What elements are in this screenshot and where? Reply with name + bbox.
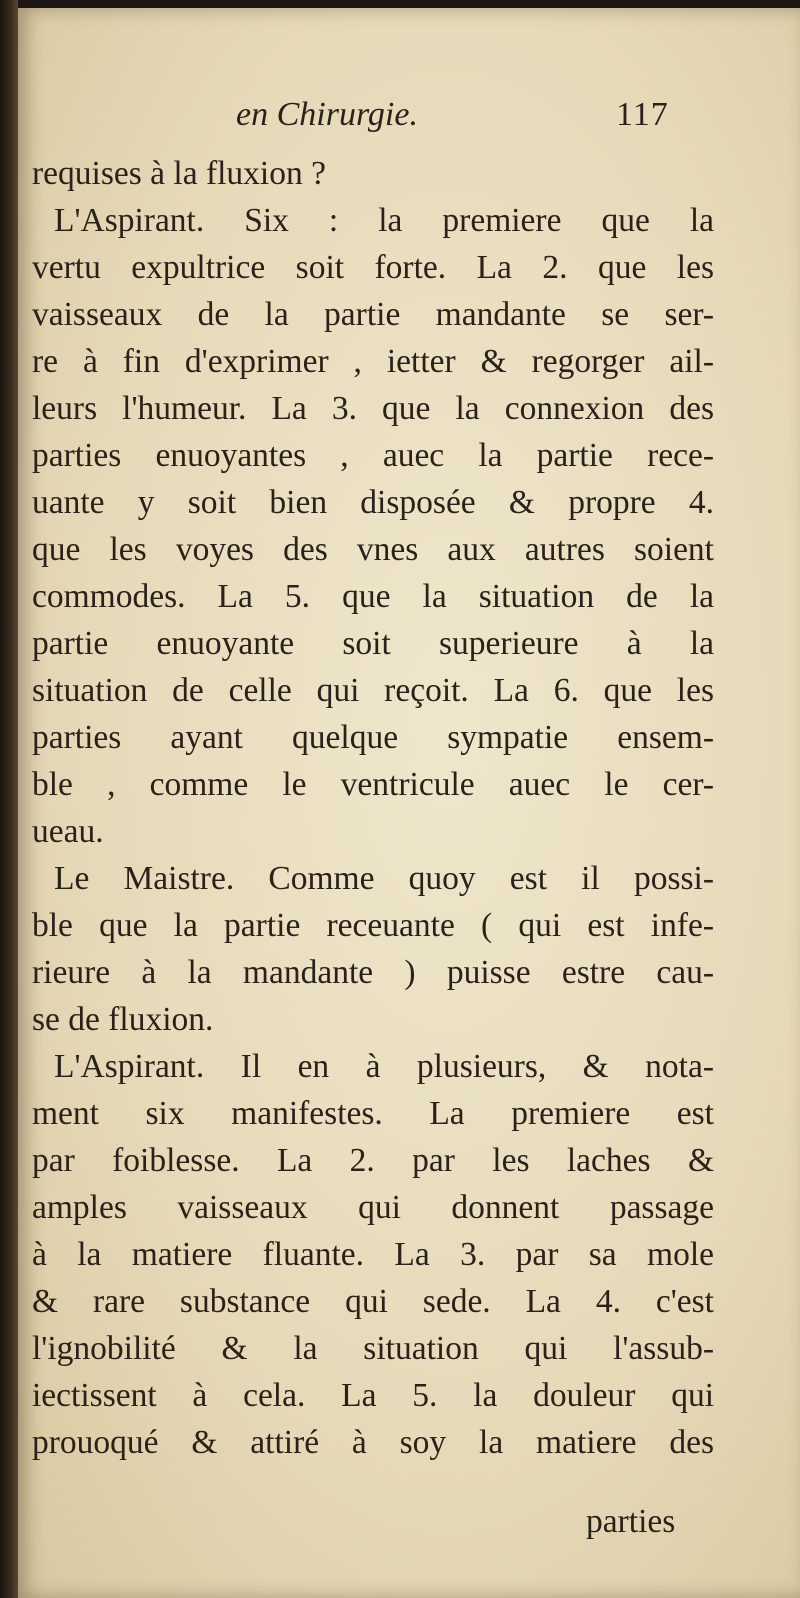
text-line: situation de celle qui reçoit. La 6. que les <box>32 672 714 709</box>
text-line: commodes. La 5. que la situation de la <box>32 578 714 615</box>
text-line: vaisseaux de la partie mandante se ser- <box>32 296 714 333</box>
text-line: parties ayant quelque sympatie ensem- <box>32 719 714 756</box>
text-line: re à fin d'exprimer , ietter & regorger ail- <box>32 343 714 380</box>
text-line: & rare substance qui sede. La 4. c'est <box>32 1283 714 1320</box>
text-line: partie enuoyante soit superieure à la <box>32 625 714 662</box>
page-header <box>18 96 800 146</box>
text-line: iectissent à cela. La 5. la douleur qui <box>32 1377 714 1414</box>
text-line: l'ignobilité & la situation qui l'assub- <box>32 1330 714 1367</box>
text-line: requises à la fluxion ? <box>32 155 326 192</box>
book-page <box>18 8 800 1598</box>
text-line: rieure à la mandante ) puisse estre cau- <box>32 954 714 991</box>
text-line: amples vaisseaux qui donnent passage <box>32 1189 714 1226</box>
text-line: uante y soit bien disposée & propre 4. <box>32 484 714 521</box>
text-line: ble , comme le ventricule auec le cer- <box>32 766 714 803</box>
text-line: par foiblesse. La 2. par les laches & <box>32 1142 714 1179</box>
page-body <box>32 150 714 1466</box>
text-line: se de fluxion. <box>32 1001 214 1038</box>
text-line: Le Maistre. Comme quoy est il possi- <box>54 860 714 897</box>
book-gutter <box>0 0 18 1598</box>
text-line: ble que la partie receuante ( qui est infe- <box>32 907 714 944</box>
catchword: parties <box>586 1503 676 1540</box>
text-line: leurs l'humeur. La 3. que la connexion des <box>32 390 714 427</box>
text-line: ueau. <box>32 813 104 850</box>
text-line: parties enuoyantes , auec la partie rece- <box>32 437 714 474</box>
page-number: 117 <box>616 96 669 133</box>
text-line: que les voyes des vnes aux autres soient <box>32 531 714 568</box>
text-line: à la matiere fluante. La 3. par sa mole <box>32 1236 714 1273</box>
text-line: L'Aspirant. Six : la premiere que la <box>54 202 714 239</box>
running-title: en Chirurgie. <box>236 96 418 133</box>
text-line: ment six manifestes. La premiere est <box>32 1095 714 1132</box>
text-line: vertu expultrice soit forte. La 2. que les <box>32 249 714 286</box>
text-line: prouoqué & attiré à soy la matiere des <box>32 1424 714 1461</box>
text-line: L'Aspirant. Il en à plusieurs, & nota- <box>54 1048 714 1085</box>
